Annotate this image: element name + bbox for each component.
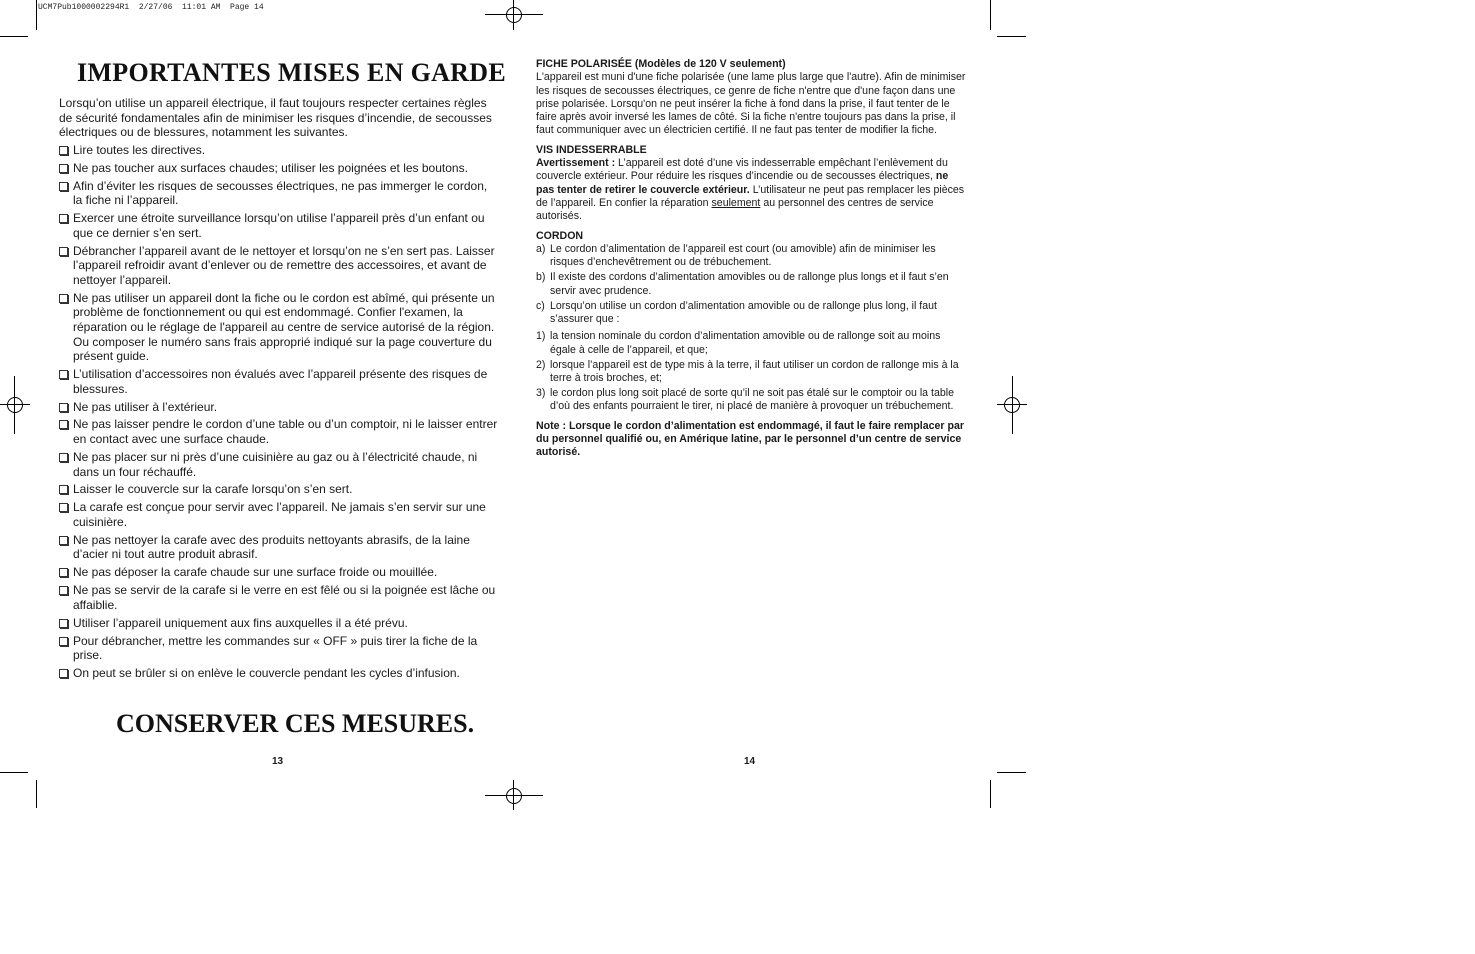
list-item-text: Le cordon d’alimentation de l’appareil est court (ou amovible) afin de minimiser les risques d’enchevêtrement ou de trébuchement. (550, 242, 936, 269)
list-item (59, 482, 499, 497)
list-item (536, 300, 968, 327)
list-item (536, 359, 968, 386)
checkbox-bullet-icon (59, 637, 68, 646)
section-text: L'appareil est muni d'une fiche polarisée (une lame plus large que l'autre). Afin de minimiser les risques de secousses électriques, ce genre de fiche n'entre que d'une façon dans une prise polarisée. Lorsqu'on ne peut insérer la fiche à fond dans la prise, il faut tenter de le faire après avoir inversé les lames de côté. Si la fiche n'entre toujours pas dans la prise, il faut communiquer avec un électricien certifié. Il ne faut pas tenter de modifier la fiche. (536, 71, 966, 137)
crop-mark (997, 36, 1026, 37)
crop-mark (36, 0, 37, 30)
checkbox-bullet-icon (59, 247, 68, 256)
list-item (59, 616, 499, 631)
text-run: L’appareil est doté d’une vis indesserrable empêchant l’enlèvement du couvercle extérieur. Pour réduire les risques d’incendie ou de secousses électriques, (536, 157, 948, 183)
list-marker: c) (536, 299, 545, 312)
list-item-text: Il existe des cordons d’alimentation amovibles ou de rallonge plus longs et il faut s’en servir avec prudence. (550, 271, 949, 297)
checkbox-bullet-icon (59, 146, 68, 155)
list-item (536, 387, 968, 414)
section-heading: FICHE POLARISÉE (Modèles de 120 V seulement) (536, 58, 786, 70)
list-item-text: Ne pas placer sur ni près d’une cuisinière au gaz ou à l’électricité chaude, ni dans un four réchauffé. (73, 449, 478, 479)
safety-list (59, 143, 499, 684)
checkbox-bullet-icon (59, 370, 68, 379)
checkbox-bullet-icon (59, 420, 68, 429)
list-item-text: Exercer une étroite surveillance lorsqu’on utilise l’appareil près d’un enfant ou que ce dernier s’en sert. (73, 211, 485, 240)
page-number-left: 13 (272, 756, 284, 767)
list-item-text: Ne pas utiliser à l’extérieur. (73, 399, 218, 414)
list-item-text: Pour débrancher, mettre les commandes sur « OFF » puis tirer la fiche de la prise. (73, 633, 478, 663)
registration-mark-left (0, 376, 30, 434)
list-item-text: lorsque l’appareil est de type mis à la terre, il faut utiliser un cordon de rallonge mis à la terre à trois broches, et; (550, 358, 959, 384)
section-vis (536, 144, 968, 224)
checkbox-bullet-icon (59, 568, 68, 577)
text-run: L’utilisateur ne peut pas remplacer les pièces de l’appareil. En confier la réparation (536, 183, 965, 209)
list-marker: a) (536, 242, 546, 255)
list-item-text: Débrancher l’appareil avant de le nettoyer et lorsqu’on ne s’en sert pas. Laisser l’appareil refroidir avant d’enlever ou de remettre des accessoires, et avant de nettoyer l’appareil. (73, 243, 495, 287)
intro-paragraph: Lorsqu’on utilise un appareil électrique, il faut toujours respecter certaines règles de sécurité fondamentales afin de minimiser les risques d’incendie, de secousses électriques ou de blessures, notamment les suivantes. (59, 96, 492, 140)
checkbox-bullet-icon (59, 403, 68, 412)
list-item-text: Utiliser l’appareil uniquement aux fins auxquelles il a été prévu. (73, 615, 408, 630)
list-item (59, 666, 499, 681)
list-item-text: Laisser le couvercle sur la carafe lorsqu’on s’en sert. (73, 482, 353, 497)
checkbox-bullet-icon (59, 214, 68, 223)
list-item (59, 634, 499, 663)
section-cordon (536, 230, 968, 414)
underlined-word: seulement (711, 196, 761, 209)
checkbox-bullet-icon (59, 182, 68, 191)
list-item-text: On peut se brûler si on enlève le couvercle pendant les cycles d’infusion. (73, 666, 460, 681)
section-heading: CORDON (536, 229, 584, 242)
list-marker: b) (536, 271, 546, 284)
list-item-text: Lorsqu’on utilise un cordon d’alimentation amovible ou de rallonge plus long, il faut s’assurer que : (550, 299, 937, 325)
list-item (59, 291, 499, 364)
list-item-text: Ne pas déposer la carafe chaude sur une surface froide ou mouillée. (73, 565, 438, 580)
crop-mark (0, 36, 28, 37)
list-item-text: Ne pas nettoyer la carafe avec des produits nettoyants abrasifs, de la laine d’acier ni tout autre produit abrasif. (73, 532, 470, 562)
page-title: IMPORTANTES MISES EN GARDE (77, 58, 506, 87)
list-item-text: Ne pas toucher aux surfaces chaudes; utiliser les poignées et les boutons. (73, 160, 468, 175)
list-item-text: Afin d’éviter les risques de secousses électriques, ne pas immerger le cordon, la fiche ni l’appareil. (73, 178, 488, 208)
section-heading: VIS INDESSERRABLE (536, 143, 647, 156)
section-fiche (536, 58, 968, 138)
checkbox-bullet-icon (59, 485, 68, 494)
crop-mark (36, 780, 37, 808)
checkbox-bullet-icon (59, 586, 68, 595)
checkbox-bullet-icon (59, 453, 68, 462)
note-paragraph: Note : Lorsque le cordon d’alimentation est endommagé, il faut le faire remplacer par du personnel qualifié ou, en Amérique latine, par le personnel d’un centre de service autorisé. (536, 419, 964, 459)
section-text (536, 157, 968, 223)
list-marker: 1) (536, 330, 546, 343)
list-item (59, 143, 499, 158)
checkbox-bullet-icon (59, 669, 68, 678)
checkbox-bullet-icon (59, 164, 68, 173)
list-item-text: L’utilisation d’accessoires non évalués avec l’appareil présente des risques de blessures. (73, 367, 488, 396)
list-item (59, 450, 499, 479)
crop-mark (0, 772, 28, 773)
crop-mark (997, 772, 1026, 773)
registration-mark-top (485, 0, 543, 30)
list-marker: 3) (536, 387, 546, 400)
list-item (59, 533, 499, 562)
registration-mark-bottom (485, 780, 543, 810)
list-item (59, 400, 499, 415)
right-column (536, 58, 968, 466)
list-item (59, 179, 499, 208)
warning-label: Avertissement : (536, 157, 616, 170)
crop-mark (990, 0, 991, 30)
text-run: au personnel des centres de service autorisés. (536, 196, 934, 223)
list-item-text: la tension nominale du cordon d’alimentation amovible ou de rallonge soit au moins égale à celle de l’appareil, et que; (550, 330, 941, 356)
list-item (536, 271, 968, 298)
page-number-right: 14 (744, 756, 756, 767)
list-item-text: Lire toutes les directives. (73, 143, 206, 157)
checkbox-bullet-icon (59, 619, 68, 628)
list-item (59, 244, 499, 288)
list-item-text: Ne pas laisser pendre le cordon d’une table ou d’un comptoir, ni le laisser entrer en contact avec une surface chaude. (73, 417, 498, 447)
cordon-letter-list (536, 243, 968, 326)
list-item (59, 417, 499, 446)
registration-mark-right (997, 376, 1027, 434)
cordon-number-list (536, 330, 968, 413)
list-item (59, 211, 499, 240)
list-item-text: La carafe est conçue pour servir avec l’appareil. Ne jamais s’en servir sur une cuisinière. (73, 500, 486, 529)
list-item (536, 243, 968, 270)
list-item (59, 161, 499, 176)
print-slug: UCM7Pub1000002294R1 2/27/06 11:01 AM Page 14 (38, 3, 264, 12)
list-item (536, 330, 968, 357)
checkbox-bullet-icon (59, 536, 68, 545)
checkbox-bullet-icon (59, 294, 68, 303)
list-item (59, 583, 499, 612)
bold-warning: ne pas tenter de retirer le couvercle extérieur. (536, 170, 949, 196)
list-marker: 2) (536, 358, 546, 371)
list-item-text: Ne pas utiliser un appareil dont la fiche ou le cordon est abîmé, qui présente un problème de fonctionnement ou qui est endommagé. Confier l'examen, la réparation ou le réglage de l'appareil au centre de service autorisé de la région. Ou composer le numéro sans frais approprié indiqué sur la page couverture du présent guide. (73, 290, 495, 364)
closing-heading: CONSERVER CES MESURES. (116, 709, 475, 738)
checkbox-bullet-icon (59, 503, 68, 512)
list-item (59, 565, 499, 580)
crop-mark (990, 780, 991, 808)
list-item-text: le cordon plus long soit placé de sorte qu’il ne soit pas étalé sur le comptoir ou la table d’où des enfants pourraient le tirer, ni placé de manière à provoquer un trébuchement. (550, 387, 954, 413)
list-item (59, 500, 499, 529)
list-item-text: Ne pas se servir de la carafe si le verre en est fêlé ou si la poignée est lâche ou affaiblie. (73, 583, 496, 612)
list-item (59, 367, 499, 396)
